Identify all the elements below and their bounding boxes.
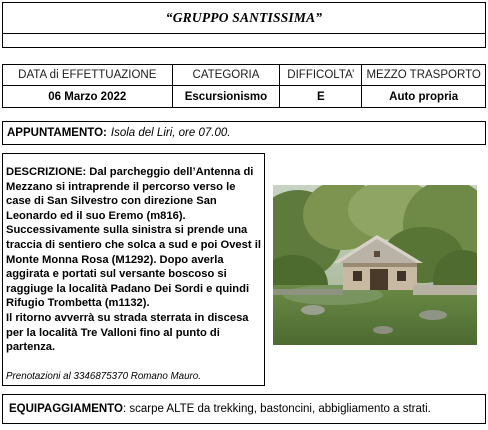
equipment-box	[2, 394, 486, 424]
header-difficulty: DIFFICOLTA’	[280, 65, 362, 86]
value-transport: Auto propria	[362, 86, 486, 108]
description-box	[2, 153, 265, 386]
info-value-row	[3, 86, 486, 108]
hut-photo	[273, 185, 477, 345]
value-date: 06 Marzo 2022	[3, 86, 173, 108]
appointment-value: Isola del Liri, ore 07.00.	[110, 127, 231, 139]
title-underbox	[2, 34, 486, 48]
value-category: Escursionismo	[172, 86, 280, 108]
title-box	[2, 2, 486, 34]
info-header-row	[3, 65, 486, 86]
appointment-label: APPUNTAMENTO:	[7, 127, 107, 139]
appointment-box	[2, 121, 486, 145]
description-text: DESCRIZIONE: Dal parcheggio dell’Antenna di Mezzano si intraprende il percorso verso le case di San Silvestro con direzione San Leonardo ed il suo Eremo (m816). Successivamente sulla sinistra si prende una traccia di sentiero che solca a sud e poi Ovest il Monte Monna Rosa (M1292). Dopo averla aggirata e portati sul versante boscoso si raggiuge la località Padano Dei Sordi e quindi Rifugio Trombetta (m1132). Il ritorno avverrà su strada sterrata in discesa per la località Tre Valloni fino al punto di partenza.	[6, 166, 261, 354]
equipment-label: EQUIPAGGIAMENTO	[9, 403, 123, 415]
booking-note: Prenotazioni al 3346875370 Romano Mauro.	[6, 371, 201, 382]
value-difficulty: E	[280, 86, 362, 108]
info-table	[2, 64, 486, 108]
header-date: DATA di EFFETTUAZIONE	[3, 65, 173, 86]
header-transport: MEZZO TRASPORTO	[362, 65, 486, 86]
hut-photo-image	[273, 185, 477, 345]
page-title: “GRUPPO SANTISSIMA”	[165, 10, 323, 25]
equipment-value: : scarpe ALTE da trekking, bastoncini, abbigliamento a strati.	[122, 403, 431, 415]
header-category: CATEGORIA	[172, 65, 280, 86]
